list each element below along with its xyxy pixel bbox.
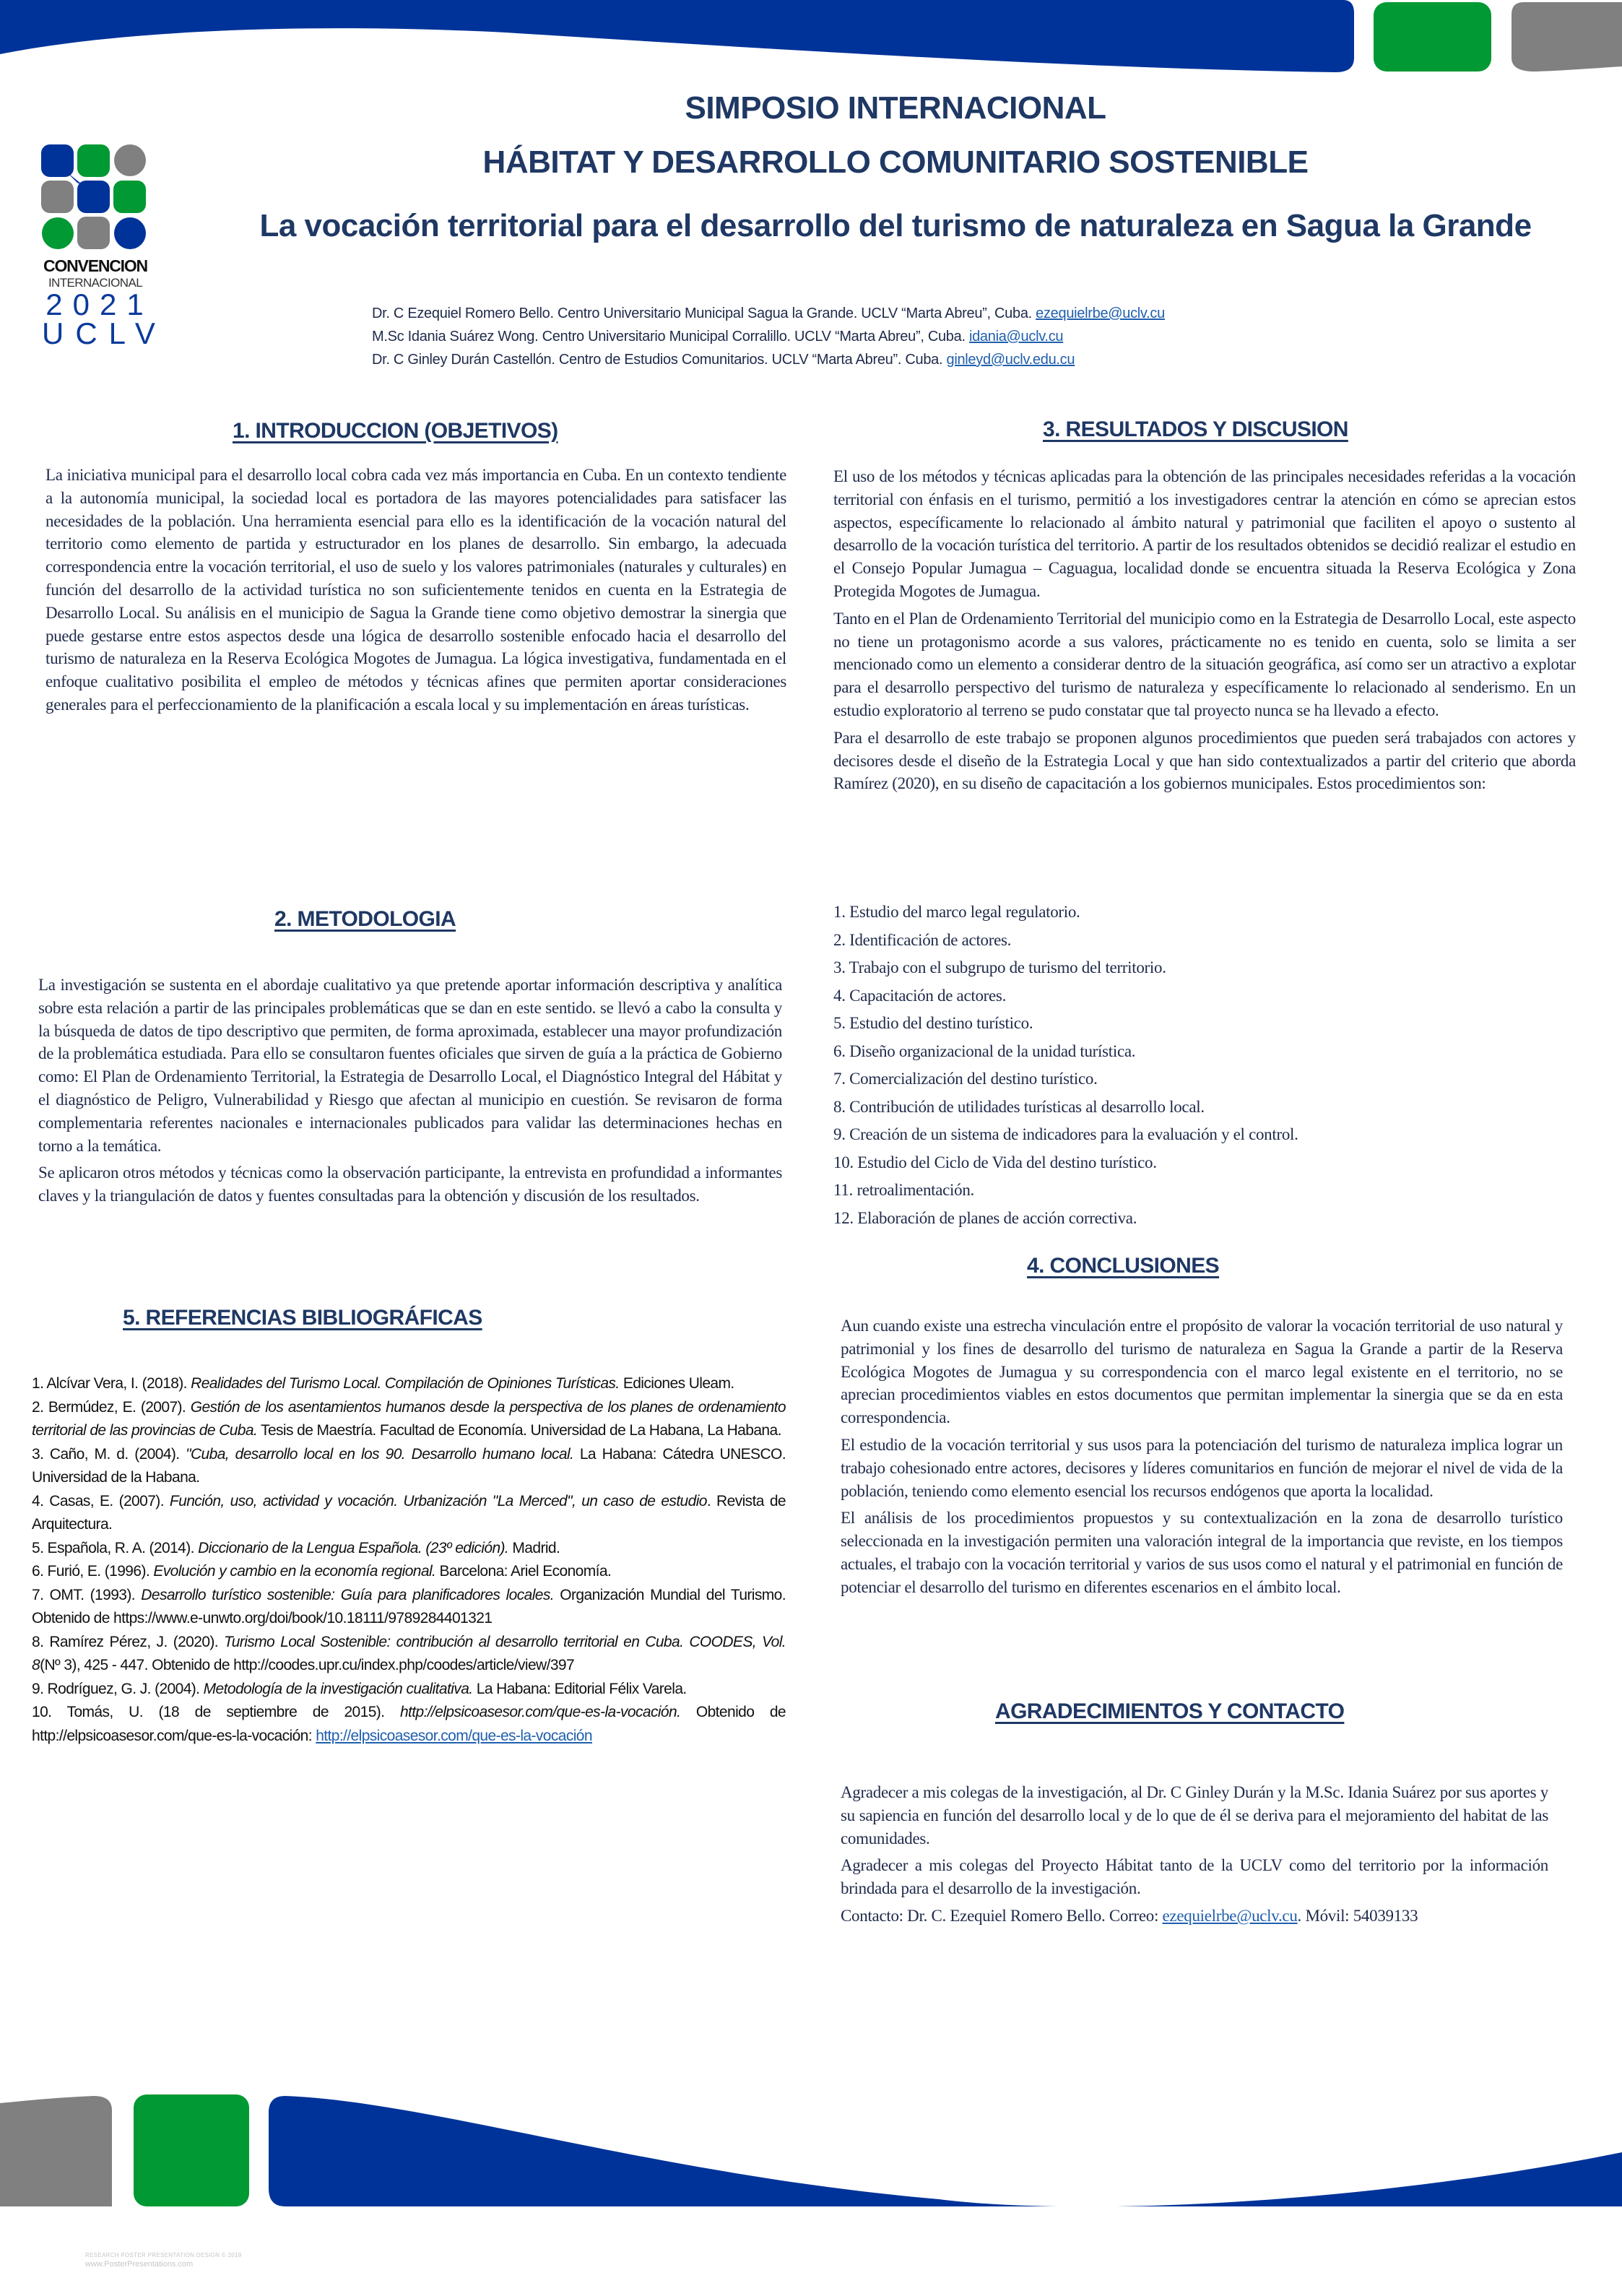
section-title-metodologia: 2. METODOLOGIA <box>274 907 456 931</box>
procedure-item: 4. Capacitación de actores. <box>833 986 1007 1005</box>
credit-website: www.PosterPresentations.com <box>85 2260 194 2269</box>
contact-email-link[interactable]: ezequielrbe@uclv.cu <box>1162 1906 1298 1925</box>
paragraph: Tanto en el Plan de Ordenamiento Territorial del municipio como en la Estrategia de Desarrollo Local, este aspecto no tiene un protagonismo acorde a sus valores, prácticamente no es tenido en cuenta, solo se limita a ser mencionado como un elemento a considerar dentro de la situación geográfica, así como ser un atractivo a explotar para el desarrollo perspectivo del turismo de naturaleza y específicamente lo relacionado al senderismo. En un estudio exploratorio al terreno se pudo constatar que tal proyecto nunca se ha llevado a efecto. <box>833 609 1576 719</box>
reference-list <box>32 1372 786 1748</box>
procedure-item: 5. Estudio del destino turístico. <box>833 1014 1033 1032</box>
procedure-item: 12. Elaboración de planes de acción correctiva. <box>833 1208 1137 1227</box>
procedure-list <box>833 898 1556 1232</box>
reference-item: 8. Ramírez Pérez, J. (2020). Turismo Local Sostenible: contribución al desarrollo territorial en Cuba. COODES, Vol. 8(Nº 3), 425 - 447. Obtenido de http://coodes.upr.cu/index.php/coodes/article/view/397 <box>32 1633 786 1673</box>
author-affiliation: Dr. C Ginley Durán Castellón. Centro de Estudios Comunitarios. UCLV “Marta Abreu”. Cuba. <box>372 352 947 368</box>
paragraph: Agradecer a mis colegas del Proyecto Hábitat tanto de la UCLV como del territorio por la información brindada para el desarrollo de la investigación. <box>841 1856 1548 1898</box>
procedure-item: 3. Trabajo con el subgrupo de turismo del territorio. <box>833 958 1166 976</box>
poster-credit <box>85 2252 241 2269</box>
section-introduccion <box>45 464 786 721</box>
credit-line: RESEARCH POSTER PRESENTATION DESIGN © 2019 <box>85 2252 242 2258</box>
author-email-link[interactable]: idania@uclv.cu <box>968 329 1064 345</box>
logo-line-convencion: CONVENCION <box>43 256 147 275</box>
reference-item: 7. OMT. (1993). Desarrollo turístico sostenible: Guía para planificadores locales. Organización Mundial del Turismo. Obtenido de https://www.e-unwto.org/doi/book/10.18111/9789284401321 <box>32 1586 786 1626</box>
procedure-item: 6. Diseño organizacional de la unidad turística. <box>833 1041 1136 1060</box>
reference-item: 5. Española, R. A. (2014). Diccionario de la Lengua Española. (23º edición). Madrid. <box>32 1539 560 1556</box>
procedure-item: 9. Creación de un sistema de indicadores para la evaluación y el control. <box>833 1125 1298 1143</box>
paragraph: El uso de los métodos y técnicas aplicadas para la obtención de las principales necesidades referidas a la vocación territorial con énfasis en el turismo, permitió a los investigadores centrar la atención en cómo se aprecian estos aspectos, específicamente lo relacionado al ámbito natural y patrimonial que faciliten el apoyo o sustento al desarrollo de la vocación turística del territorio. A partir de los resultados obtenidos se decidió realizar el estudio en el Consejo Popular Jumagua – Caguagua, localidad donde se encuentra situada la Reserva Ecológica y Zona Protegida Mogotes de Jumagua. <box>833 467 1576 600</box>
reference-item: 9. Rodríguez, G. J. (2004). Metodología de la investigación cualitativa. La Habana: Editorial Félix Varela. <box>32 1680 687 1697</box>
section-resultados <box>833 465 1576 800</box>
paragraph: La iniciativa municipal para el desarrollo local cobra cada vez más importancia en Cuba. En un contexto tendiente a la autonomía municipal, la sociedad local es portadora de las mayores potencialidades para satisfacer las necesidades de la población. Una herramienta esencial para ello es la identificación de la vocación natural del territorio como elemento de partida y estructurador en los planes de desarrollo. Sin embargo, la adecuada correspondencia entre la vocación territorial, el uso de suelo y los valores patrimoniales (naturales y culturales) en función del desarrollo de la actividad turística no son suficientemente tenidos en cuenta en la Estrategia de Desarrollo Local. Su análisis en el municipio de Sagua la Grande tiene como objetivo demostrar la sinergia que puede gestarse entre estos aspectos desde una lógica de desarrollo sostenible enfocado hacia el desarrollo del turismo de naturaleza en la Reserva Ecológica Mogotes de Jumagua. La lógica investigativa, fundamentada en el enfoque cualitativo posibilita el empleo de métodos y técnicas afines que permiten aportar consideraciones generales para el perfeccionamiento de la planificación a escala local y su implementación en áreas turísticas. <box>45 466 786 714</box>
logo-year: 2021 <box>45 287 154 321</box>
contact-line: Contacto: Dr. C. Ezequiel Romero Bello. Correo: ezequielrbe@uclv.cu. Móvil: 54039133 <box>841 1906 1418 1925</box>
paragraph: La investigación se sustenta en el abordaje cualitativo ya que pretende aportar información descriptiva y analítica sobre esta relación a partir de las principales problemáticas que se dan en este sentido. se llevó a cabo la consulta y la búsqueda de datos de tipo descriptivo que permiten, de forma aproximada, establecer una mayor profundización de la problemática estudiada. Para ello se consultaron fuentes oficiales que sirven de guía a la práctica de Gobierno como: El Plan de Ordenamiento Territorial, la Estrategia de Desarrollo Local, el Diagnóstico Integral del Hábitat y el diagnóstico de Peligro, Vulnerabilidad y Riesgo que afectan al municipio en cuestión. Se revisaron de forma complementaria referentes nacionales e internacionales publicados para validar las determinaciones hechas en torno a la temática. <box>38 976 782 1155</box>
section-title-conclusiones: 4. CONCLUSIONES <box>1027 1254 1220 1278</box>
logo-org: UCLV <box>42 316 167 350</box>
reference-item: 6. Furió, E. (1996). Evolución y cambio en la economía regional. Barcelona: Ariel Economía. <box>32 1563 612 1580</box>
author-affiliation: Dr. C Ezequiel Romero Bello. Centro Universitario Municipal Sagua la Grande. UCLV “Marta Abreu”, Cuba. <box>372 306 1036 321</box>
procedure-item: 7. Comercialización del destino turístico. <box>833 1070 1098 1088</box>
procedure-item: 1. Estudio del marco legal regulatorio. <box>833 903 1080 921</box>
reference-item: 1. Alcívar Vera, I. (2018). Realidades del Turismo Local. Compilación de Opiniones Turísticas. Ediciones Uleam. <box>32 1375 734 1392</box>
section-conclusiones <box>841 1314 1563 1603</box>
author-email-link[interactable]: ginleyd@uclv.edu.cu <box>946 352 1075 368</box>
reference-link[interactable]: http://elpsicoasesor.com/que-es-la-vocación <box>316 1727 592 1744</box>
paragraph: El análisis de los procedimientos propuestos y su contextualización en la zona de desarrollo turístico seleccionada en la investigación permiten una valoración integral de la importancia que reviste, en los tiempos actuales, el trabajo con la vocación territorial y varios de sus usos como el natural y el patrimonial en función de potenciar el desarrollo del turismo en diferentes escenarios en el ámbito local. <box>841 1509 1563 1596</box>
section-title-referencias: 5. REFERENCIAS BIBLIOGRÁFICAS <box>123 1306 482 1330</box>
paragraph: Para el desarrollo de este trabajo se proponen algunos procedimientos que pueden será trabajados con actores y decisores desde el diseño de la Estrategia Local y que han sido contextualizados a partir del criterio que aborda Ramírez (2020), en su diseño de capacitación a los gobiernos municipales. Estos procedimientos son: <box>833 728 1576 793</box>
section-title-agradecimientos: AGRADECIMIENTOS Y CONTACTO <box>995 1699 1345 1723</box>
section-metodologia <box>38 974 782 1212</box>
paragraph: Se aplicaron otros métodos y técnicas como la observación participante, la entrevista en profundidad a informantes claves y la triangulación de datos y fuentes consultadas para la obtención y discusión de los resultados. <box>38 1164 782 1205</box>
paragraph: El estudio de la vocación territorial y sus usos para la potenciación del turismo de naturaleza implica lograr un trabajo cohesionado entre actores, decisores y líderes comunitarios en función de mejorar el nivel de vida de la población, teniendo como elemento esencial los recursos endógenos que aporta la localidad. <box>841 1435 1563 1500</box>
event-subtitle: HÁBITAT Y DESARROLLO COMUNITARIO SOSTENIBLE <box>482 144 1309 180</box>
reference-item: 3. Caño, M. d. (2004). "Cuba, desarrollo local en los 90. Desarrollo humano local. La Habana: Cátedra UNESCO. Universidad de la Habana. <box>32 1445 786 1486</box>
author-line <box>372 325 1165 348</box>
section-title-introduccion: 1. INTRODUCCION (OBJETIVOS) <box>233 419 558 443</box>
procedure-item: 11. retroalimentación. <box>833 1181 974 1199</box>
author-affiliation: M.Sc Idania Suárez Wong. Centro Universitario Municipal Corralillo. UCLV “Marta Abreu”, Cuba. <box>372 329 969 345</box>
header-wave-band <box>0 0 1622 94</box>
reference-item: 4. Casas, E. (2007). Función, uso, actividad y vocación. Urbanización "La Merced", un caso de estudio. Revista de Arquitectura. <box>32 1492 786 1533</box>
author-line <box>372 302 1165 325</box>
header-gray-block <box>1512 2 1622 72</box>
header-green-block <box>1374 2 1491 72</box>
convencion-logo-icon <box>38 143 153 259</box>
reference-item: 2. Bermúdez, E. (2007). Gestión de los asentamientos humanos desde la perspectiva de los planes de ordenamiento territorial de las provincias de Cuba. Tesis de Maestría. Facultad de Economía. Universidad de La Habana, La Habana. <box>32 1398 786 1439</box>
header-blue-wave <box>0 0 1354 72</box>
procedure-item: 2. Identificación de actores. <box>833 930 1012 949</box>
logo-line-internacional: INTERNACIONAL <box>48 276 143 290</box>
procedure-item: 8. Contribución de utilidades turísticas al desarrollo local. <box>833 1097 1205 1116</box>
poster-title: La vocación territorial para el desarrollo del turismo de naturaleza en Sagua la Grande <box>259 208 1532 243</box>
procedure-item: 10. Estudio del Ciclo de Vida del destino turístico. <box>833 1153 1157 1171</box>
event-title: SIMPOSIO INTERNACIONAL <box>685 90 1106 126</box>
footer-wave-band <box>0 2094 1622 2206</box>
section-agradecimientos <box>841 1781 1548 1932</box>
paragraph: Aun cuando existe una estrecha vinculación entre el propósito de valorar la vocación territorial de uso natural y patrimonial y los fines de desarrollo del turismo de naturaleza en Sagua la Grande a partir de la Reserva Ecológica Mogotes de Jumagua y su correspondencia con el marco legal existente en el territorio, no se aprecian procedimientos viables en estos documentos que permitan implementar la sinergia que se da en esta correspondencia. <box>841 1317 1563 1427</box>
footer-gray-block <box>0 2096 112 2206</box>
paragraph: Agradecer a mis colegas de la investigación, al Dr. C Ginley Durán y la M.Sc. Idania Suárez por sus aportes y su sapiencia en función del desarrollo local y de lo que de él se deriva para el mejoramiento del habitat de las comunidades. <box>841 1783 1548 1847</box>
section-title-resultados: 3. RESULTADOS Y DISCUSION <box>1043 417 1348 441</box>
footer-green-block <box>134 2094 249 2206</box>
reference-item: 10. Tomás, U. (18 de septiembre de 2015). http://elpsicoasesor.com/que-es-la-vocación. Obtenido de http://elpsicoasesor.com/que-es-la-vocación: http://elpsicoasesor.com/que-es-la-vocación <box>32 1704 786 1744</box>
author-list <box>372 302 1165 371</box>
author-email-link[interactable]: ezequielrbe@uclv.cu <box>1036 306 1165 321</box>
author-line <box>372 348 1165 371</box>
